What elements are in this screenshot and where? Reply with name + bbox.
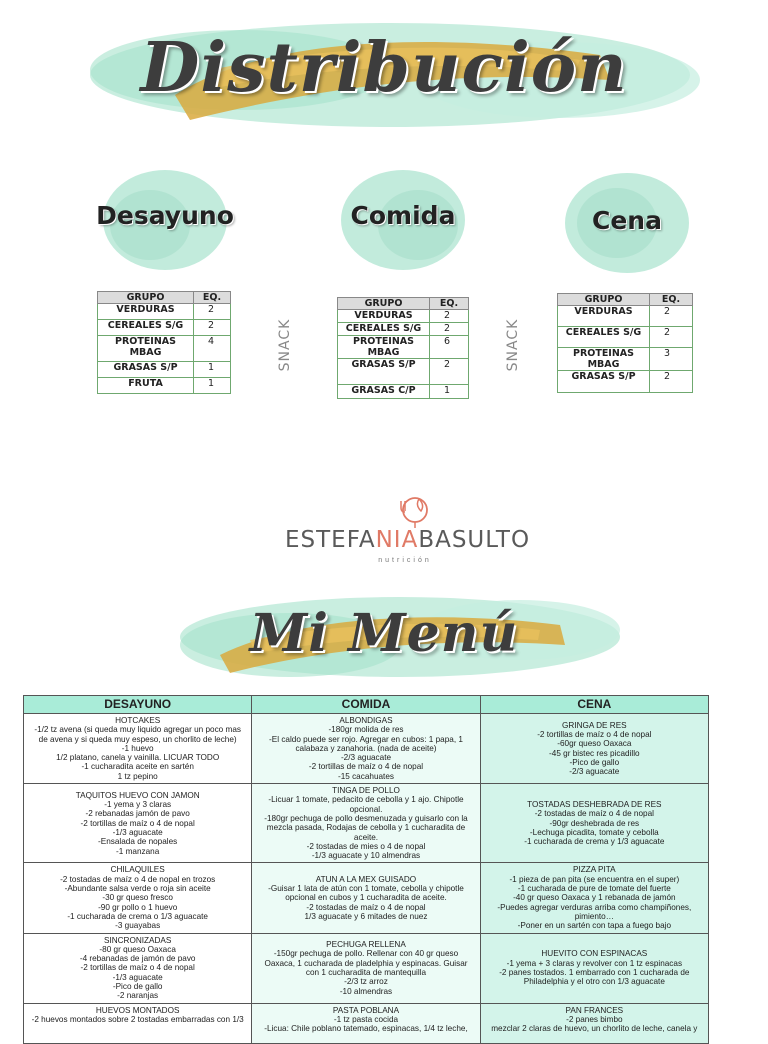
brand-name-part3: BASULTO xyxy=(418,527,531,553)
dish-title: ALBONDIGAS xyxy=(339,716,393,725)
dish-title: TOSTADAS DESHEBRADA DE RES xyxy=(527,800,662,810)
dish-line: -1 pieza de pan pita (se encuentra en el super) xyxy=(509,874,680,884)
dish-line: 1/2 platano, canela y vainilla. LICUAR TODO xyxy=(56,753,220,763)
column-header-cena: CENA xyxy=(480,696,708,714)
dish-title: PASTA POBLANA xyxy=(332,1005,400,1015)
dish-line: -Licua: Chile poblano tatemado, espinacas, 1/4 tz leche, xyxy=(264,1024,468,1034)
dish-title: PECHUGA RELLENA xyxy=(326,940,406,950)
eq-cell: 1 xyxy=(194,378,231,394)
menu-cell xyxy=(480,714,708,784)
brand-subtitle: nutrición xyxy=(378,557,432,564)
dish-line: -2/3 aguacate xyxy=(569,767,620,777)
dish-line: -2/3 tz arroz xyxy=(344,977,388,987)
dish-line: -Guisar 1 lata de atún con 1 tomate, cebolla y chipotle opcional en cubos y 1 cucharadita de aceite. xyxy=(268,884,464,903)
group-cell: VERDURAS xyxy=(558,306,650,327)
dish-line: mezclar 2 claras de huevo, un chorlito de leche, canela y xyxy=(491,1024,698,1034)
meal-head-cena xyxy=(552,168,702,278)
meal-label: Comida xyxy=(350,201,456,230)
dish-title: PIZZA PITA xyxy=(573,865,616,875)
eq-cell: 2 xyxy=(430,310,469,323)
dish-line: -180gr pechuga de pollo desmenuzada y guisarlo con la mezcla pasada, Rodajas de cebolla y 1 cucharadita de aceite. xyxy=(264,813,468,842)
dish-line: -1/3 aguacate y 10 almendras xyxy=(311,851,421,861)
menu-cell xyxy=(480,863,708,933)
snack-label: SNACK xyxy=(505,318,521,372)
dish-line: -2 naranjas xyxy=(117,991,159,1001)
dish-line: -180gr molida de res xyxy=(328,725,404,735)
menu-cell xyxy=(252,933,480,1003)
dish-line: -1/3 aguacate xyxy=(112,827,163,837)
menu-row xyxy=(24,714,709,784)
brand-logo xyxy=(285,495,531,575)
menu-title: Mi Menú xyxy=(249,603,519,664)
meal-head-desayuno xyxy=(90,165,240,275)
dish-line: -10 almendras xyxy=(339,986,393,996)
group-cell: GRASAS S/P xyxy=(338,359,430,385)
menu-cell xyxy=(24,863,252,933)
menu-body xyxy=(24,714,709,1044)
dish-title: CHILAQUILES xyxy=(110,865,165,875)
menu-cell xyxy=(252,714,480,784)
column-header: GRUPO xyxy=(558,294,650,306)
dish-line: -2 panes bimbo xyxy=(566,1014,623,1024)
dish-title: TINGA DE POLLO xyxy=(332,786,400,796)
menu-cell xyxy=(24,933,252,1003)
menu-cell xyxy=(480,784,708,863)
eq-cell: 1 xyxy=(194,362,231,378)
dish-line: -1 yema y 3 claras xyxy=(104,800,172,810)
dish-line: -1 cucharadita aceite en sartén xyxy=(81,762,194,772)
menu-row xyxy=(24,933,709,1003)
brand-name-part2: NIA xyxy=(375,527,419,553)
menu-cell xyxy=(252,784,480,863)
column-header-desayuno: DESAYUNO xyxy=(24,696,252,714)
dish-line: -Ensalada de nopales xyxy=(98,837,178,847)
dish-line: -45 gr bistec res picadillo xyxy=(549,748,640,758)
group-cell: GRASAS C/P xyxy=(338,385,430,399)
dish-title: HOTCAKES xyxy=(115,716,161,725)
menu-row xyxy=(24,1003,709,1043)
title-banner xyxy=(0,0,768,150)
column-header: EQ. xyxy=(430,298,469,310)
column-header-comida: COMIDA xyxy=(252,696,480,714)
menu-cell xyxy=(480,933,708,1003)
dish-line: -Pico de gallo xyxy=(569,757,620,767)
brand-name xyxy=(285,527,531,553)
cena-equivalents-table xyxy=(557,293,693,393)
dish-line: -1 cucharada de crema o 1/3 aguacate xyxy=(67,911,208,921)
snack-label: SNACK xyxy=(277,318,293,372)
menu-cell xyxy=(24,784,252,863)
dish-line: 1 tz pepino xyxy=(117,771,158,781)
dish-line: -Licuar 1 tomate, pedacito de cebolla y 1 ajo. Chipotle opcional. xyxy=(268,795,464,814)
group-cell: PROTEINAS MBAG xyxy=(558,348,650,371)
group-cell: CEREALES S/G xyxy=(338,323,430,336)
group-cell: CEREALES S/G xyxy=(558,327,650,348)
dish-line: -30 gr queso fresco xyxy=(102,893,173,903)
dish-title: HUEVITO CON ESPINACAS xyxy=(541,949,648,959)
dish-line: -2 huevos montados sobre 2 tostadas embarradas con 1/3 xyxy=(31,1014,244,1024)
dish-line: -Pico de gallo xyxy=(112,982,163,992)
dish-line: -Poner en un sartén con tapa a fuego bajo xyxy=(517,921,672,931)
eq-cell: 3 xyxy=(650,348,693,371)
dish-line: -2 tortillas de maíz o 4 de nopal xyxy=(537,729,652,739)
group-cell: CEREALES S/G xyxy=(98,320,194,336)
group-cell: VERDURAS xyxy=(98,304,194,320)
group-cell: PROTEINAS MBAG xyxy=(98,336,194,362)
group-cell: PROTEINAS MBAG xyxy=(338,336,430,359)
dish-line: -1/2 tz avena (si queda muy liquido agregar un poco mas de avena y si queda muy espeso, un chorlito de leche) xyxy=(34,725,241,744)
eq-cell: 6 xyxy=(430,336,469,359)
menu-cell xyxy=(252,1003,480,1043)
dish-line: -60gr queso Oaxaca xyxy=(557,739,632,749)
dish-title: GRINGA DE RES xyxy=(562,720,627,730)
dish-line: -2 tostadas de maíz o 4 de nopal xyxy=(306,902,426,912)
column-header: EQ. xyxy=(194,292,231,304)
dish-line: -Abundante salsa verde o roja sin aceite xyxy=(64,884,211,894)
dish-title: ATUN A LA MEX GUISADO xyxy=(315,874,417,884)
comida-equivalents-table xyxy=(337,297,469,399)
dish-line: -El caldo puede ser rojo. Agregar en cubos: 1 papa, 1 calabaza y zanahoria. (nada de aceite) xyxy=(269,734,463,753)
dish-line: -2 panes tostados. 1 embarrado con 1 cucharada de Philadelphia y el otro con 1/3 aguacate xyxy=(499,968,690,987)
group-cell: VERDURAS xyxy=(338,310,430,323)
dish-line: -1 cucharada de pure de tomate del fuerte xyxy=(517,884,671,894)
dish-line: -2/3 aguacate xyxy=(340,753,392,763)
eq-cell: 2 xyxy=(650,371,693,393)
dish-line: -40 gr queso Oaxaca y 1 rebanada de jamón xyxy=(513,893,676,903)
group-cell: GRASAS S/P xyxy=(98,362,194,378)
dish-title: SINCRONIZADAS xyxy=(104,935,172,945)
dish-line: -Lechuga picadita, tomate y cebolla xyxy=(529,827,659,837)
dish-line: -2 tostadas de mies o 4 de nopal xyxy=(306,841,426,851)
dish-line: 1/3 aguacate y 6 mitades de nuez xyxy=(304,911,428,921)
eq-cell: 2 xyxy=(650,327,693,348)
dish-line: -150gr pechuga de pollo. Rellenar con 40 gr queso Oaxaca, 1 cucharada de pladelphia y espinacas. Guisar con 1 cucharadita de mantequilla xyxy=(264,949,468,978)
dish-line: -3 guayabas xyxy=(115,921,161,931)
column-header: EQ. xyxy=(650,294,693,306)
dish-line: -90gr deshebrada de res xyxy=(549,818,640,828)
dish-line: -2 tortillas de maíz o 4 de nopal xyxy=(80,963,195,973)
group-cell: FRUTA xyxy=(98,378,194,394)
eq-cell: 2 xyxy=(430,359,469,385)
nutrition-logo-icon xyxy=(285,495,525,529)
eq-cell: 2 xyxy=(650,306,693,327)
group-cell: GRASAS S/P xyxy=(558,371,650,393)
desayuno-equivalents-table xyxy=(97,291,231,394)
dish-line: -2 rebanadas jamón de pavo xyxy=(85,809,190,819)
dish-title: PAN FRANCES xyxy=(565,1005,624,1015)
menu-row xyxy=(24,863,709,933)
dish-line: -1 yema + 3 claras y revolver con 1 tz espinacas xyxy=(506,958,683,968)
dish-title: HUEVOS MONTADOS xyxy=(95,1005,180,1015)
eq-cell: 4 xyxy=(194,336,231,362)
eq-cell: 2 xyxy=(430,323,469,336)
dish-line: -Puedes agregar verduras arriba como champiñones, pimiento… xyxy=(497,902,692,921)
dish-line: -80 gr queso Oaxaca xyxy=(99,944,176,954)
dish-line: -2 tostadas de maíz o 4 de nopal xyxy=(534,809,654,819)
column-header: GRUPO xyxy=(98,292,194,304)
dish-line: -2 tortillas de maíz o 4 de nopal xyxy=(80,818,195,828)
menu-table xyxy=(23,695,709,1044)
eq-cell: 1 xyxy=(430,385,469,399)
dish-line: -1 huevo xyxy=(121,743,154,753)
meal-label: Cena xyxy=(592,206,662,235)
meal-label: Desayuno xyxy=(96,201,234,230)
eq-cell: 2 xyxy=(194,320,231,336)
dish-line: -2 tostadas de maíz o 4 de nopal en trozos xyxy=(60,874,216,884)
meal-head-comida xyxy=(328,165,478,275)
dish-title: TAQUITOS HUEVO CON JAMON xyxy=(75,790,200,800)
dish-line: -90 gr pollo o 1 huevo xyxy=(98,902,178,912)
dish-line: -2 tortillas de maíz o 4 de nopal xyxy=(308,762,424,772)
menu-cell xyxy=(252,863,480,933)
page-title: Distribución xyxy=(140,28,628,108)
menu-cell xyxy=(480,1003,708,1043)
dish-line: -1 tz pasta cocida xyxy=(333,1014,399,1024)
dish-line: -1 cucharada de crema y 1/3 aguacate xyxy=(524,837,665,847)
menu-cell xyxy=(24,1003,252,1043)
dish-line: -4 rebanadas de jamón de pavo xyxy=(79,954,196,964)
menu-cell xyxy=(24,714,252,784)
dish-line: -1/3 aguacate xyxy=(112,972,163,982)
brand-name-part1: ESTEFA xyxy=(285,527,376,553)
menu-row xyxy=(24,784,709,863)
eq-cell: 2 xyxy=(194,304,231,320)
menu-banner xyxy=(0,585,768,690)
column-header: GRUPO xyxy=(338,298,430,310)
dish-line: -1 manzana xyxy=(116,846,160,856)
dish-line: -15 cacahuates xyxy=(337,771,394,781)
